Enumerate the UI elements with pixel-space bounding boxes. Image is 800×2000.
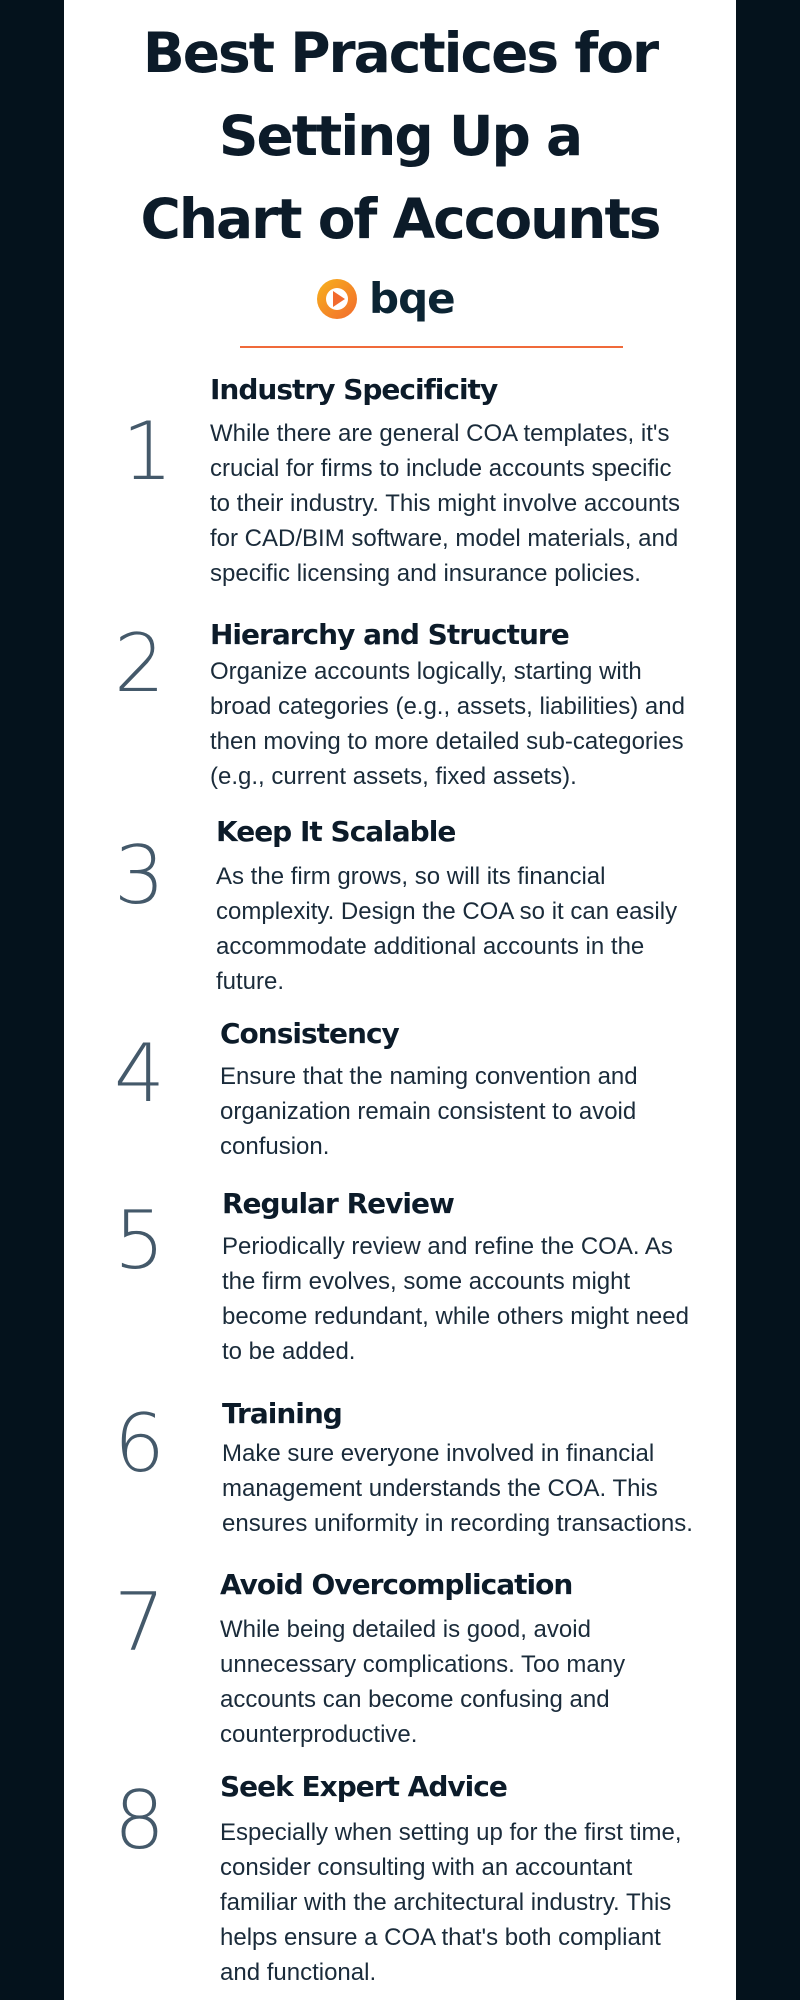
right-dark-margin: [736, 0, 800, 2000]
title-line-2: Setting Up a: [218, 104, 582, 168]
item-number-5: 5: [114, 1194, 165, 1287]
item-body-8: Especially when setting up for the first time, consider consulting with an accountant familiar with the architectural industry. This helps ensure a COA that's both compliant and functional.: [220, 1819, 682, 1986]
item-number-7: 7: [114, 1576, 165, 1669]
infographic-panel: [64, 0, 736, 2000]
item-body-4: Ensure that the naming convention and organization remain consistent to avoid confusion.: [220, 1063, 638, 1160]
title-line-1: Best Practices for: [142, 21, 658, 85]
item-number-6: 6: [114, 1397, 165, 1490]
logo-wordmark: bqe: [369, 274, 455, 323]
bqe-logo: [315, 274, 455, 324]
item-number-3: 3: [114, 829, 165, 922]
item-body-1: While there are general COA templates, it's crucial for firms to include accounts specific to their industry. This might involve accounts for CAD/BIM software, model materials, and specific licensing and insurance policies.: [210, 420, 680, 587]
item-number-4: 4: [114, 1027, 165, 1120]
item-body-3: As the firm grows, so will its financial complexity. Design the COA so it can easily accommodate additional accounts in the future.: [216, 863, 678, 995]
item-title-6: Training: [222, 1397, 342, 1430]
item-title-1: Industry Specificity: [210, 373, 498, 406]
item-body-2: Organize accounts logically, starting with broad categories (e.g., assets, liabilities) and then moving to more detailed sub-categories (e.g., current assets, fixed assets).: [210, 658, 685, 790]
page-title: [64, 12, 736, 261]
item-number-2: 2: [114, 617, 165, 710]
item-number-8: 8: [114, 1774, 165, 1867]
item-title-5: Regular Review: [222, 1187, 454, 1220]
item-title-8: Seek Expert Advice: [220, 1770, 507, 1803]
item-title-3: Keep It Scalable: [216, 815, 456, 848]
item-title-4: Consistency: [220, 1017, 399, 1050]
left-dark-margin: [0, 0, 64, 2000]
orange-divider: [240, 346, 623, 348]
play-circle-icon: [315, 277, 359, 321]
item-title-2: Hierarchy and Structure: [210, 618, 569, 651]
item-number-1: 1: [122, 405, 173, 498]
title-line-3: Chart of Accounts: [140, 187, 660, 251]
item-title-7: Avoid Overcomplication: [220, 1568, 573, 1601]
item-body-6: Make sure everyone involved in financial management understands the COA. This ensures uniformity in recording transactions.: [222, 1440, 693, 1537]
item-body-5: Periodically review and refine the COA. As the firm evolves, some accounts might become redundant, while others might need to be added.: [222, 1233, 689, 1365]
item-body-7: While being detailed is good, avoid unnecessary complications. Too many accounts can become confusing and counterproductive.: [220, 1616, 626, 1748]
